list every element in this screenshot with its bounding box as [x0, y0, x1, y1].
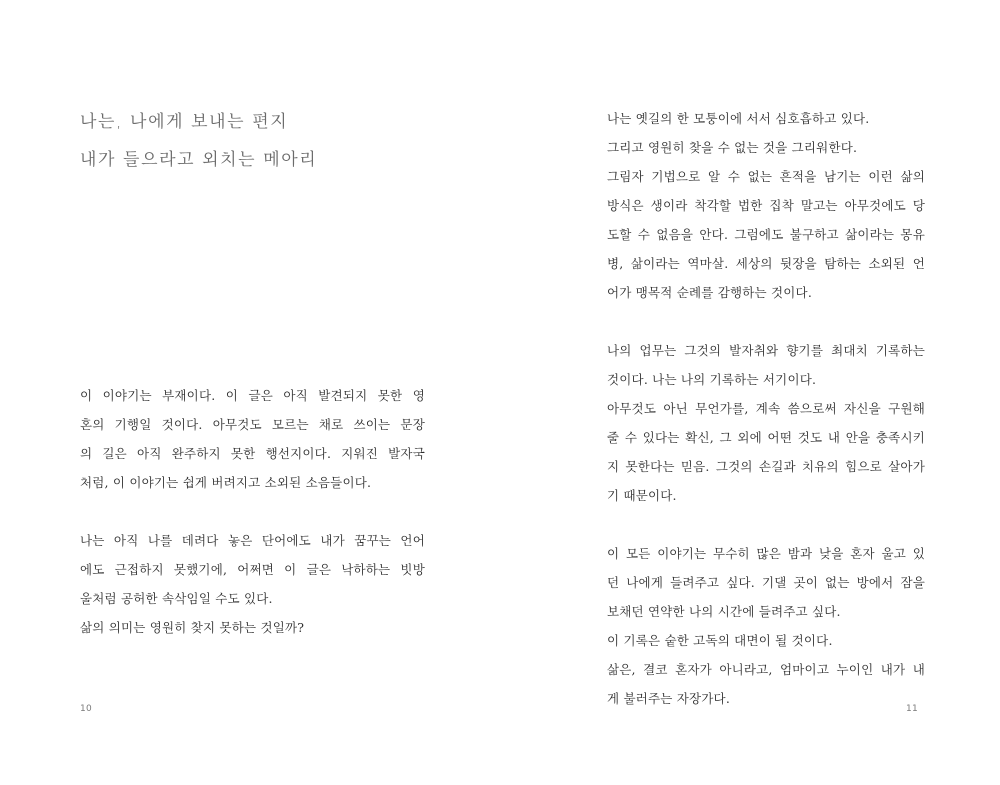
- text-line: 처럼, 이 이야기는 쉽게 버려지고 소외된 소음들이다.: [80, 475, 372, 490]
- text-line: 어가 맹목적 순례를 감행하는 것이다.: [607, 285, 812, 300]
- text-line: 병, 삶이라는 역마살. 세상의 뒷장을 탐하는 소외된 언: [607, 256, 925, 271]
- text-line: 삶의 의미는 영원히 찾지 못하는 것일까?: [80, 620, 305, 635]
- title-line: 나는, 나에게 보내는 편지: [80, 112, 289, 132]
- text-line: 나의 업무는 그것의 발자취와 향기를 최대치 기록하는: [607, 343, 925, 358]
- page-number: 10: [80, 704, 93, 714]
- paragraph: [607, 104, 925, 307]
- text-line: 그림자 기법으로 알 수 없는 흔적을 남기는 이런 삶의: [607, 169, 925, 184]
- text-line: 삶은, 결코 혼자가 아니라고, 엄마이고 누이인 내가 내: [607, 662, 925, 677]
- text-line: 방식은 생이라 착각할 법한 집착 말고는 아무것에도 당: [607, 198, 925, 213]
- text-line: 나는 옛길의 한 모퉁이에 서서 심호흡하고 있다.: [607, 111, 870, 126]
- text-line: 것이다. 나는 나의 기록하는 서기이다.: [607, 372, 817, 387]
- paragraph-gap: [607, 307, 925, 336]
- text-line: 혼의 기행일 것이다. 아무것도 모르는 채로 쓰이는 문장: [80, 417, 425, 432]
- paragraph-gap: [607, 510, 925, 539]
- body-text: [607, 104, 925, 713]
- paragraph: [80, 381, 425, 497]
- chapter-title: [80, 103, 420, 179]
- text-line: 이 이야기는 부재이다. 이 글은 아직 발견되지 못한 영: [80, 388, 425, 403]
- text-line: 지 못한다는 믿음. 그것의 손길과 치유의 힘으로 살아가: [607, 459, 925, 474]
- text-line: 울처럼 공허한 속삭임일 수도 있다.: [80, 591, 273, 606]
- text-line: 아무것도 아닌 무언가를, 계속 씀으로써 자신을 구원해: [607, 401, 925, 416]
- text-line: 나는 아직 나를 데려다 놓은 단어에도 내가 꿈꾸는 언어: [80, 533, 425, 548]
- paragraph: [607, 336, 925, 510]
- text-line: 의 길은 아직 완주하지 못한 행선지이다. 지워진 발자국: [80, 446, 425, 461]
- text-line: 이 기록은 숱한 고독의 대면이 될 것이다.: [607, 633, 833, 648]
- text-line: 줄 수 있다는 확신, 그 외에 어떤 것도 내 안을 충족시키: [607, 430, 925, 445]
- body-text: [80, 381, 425, 642]
- page-number: 11: [906, 704, 919, 714]
- text-line: 도할 수 없음을 안다. 그럼에도 불구하고 삶이라는 몽유: [607, 227, 925, 242]
- text-line: 게 불러주는 자장가다.: [607, 691, 730, 706]
- paragraph-gap: [80, 497, 425, 526]
- text-line: 이 모든 이야기는 무수히 많은 밤과 낮을 혼자 울고 있: [607, 546, 925, 561]
- title-line: 내가 들으라고 외치는 메아리: [80, 150, 318, 170]
- text-line: 보채던 연약한 나의 시간에 들려주고 싶다.: [607, 604, 841, 619]
- text-line: 그리고 영원히 찾을 수 없는 것을 그리워한다.: [607, 140, 858, 155]
- paragraph: [607, 539, 925, 713]
- text-line: 기 때문이다.: [607, 488, 677, 503]
- paragraph: [80, 526, 425, 642]
- text-line: 던 나에게 들려주고 싶다. 기댈 곳이 없는 방에서 잠을: [607, 575, 925, 590]
- text-line: 에도 근접하지 못했기에, 어쩌면 이 글은 낙하하는 빗방: [80, 562, 425, 577]
